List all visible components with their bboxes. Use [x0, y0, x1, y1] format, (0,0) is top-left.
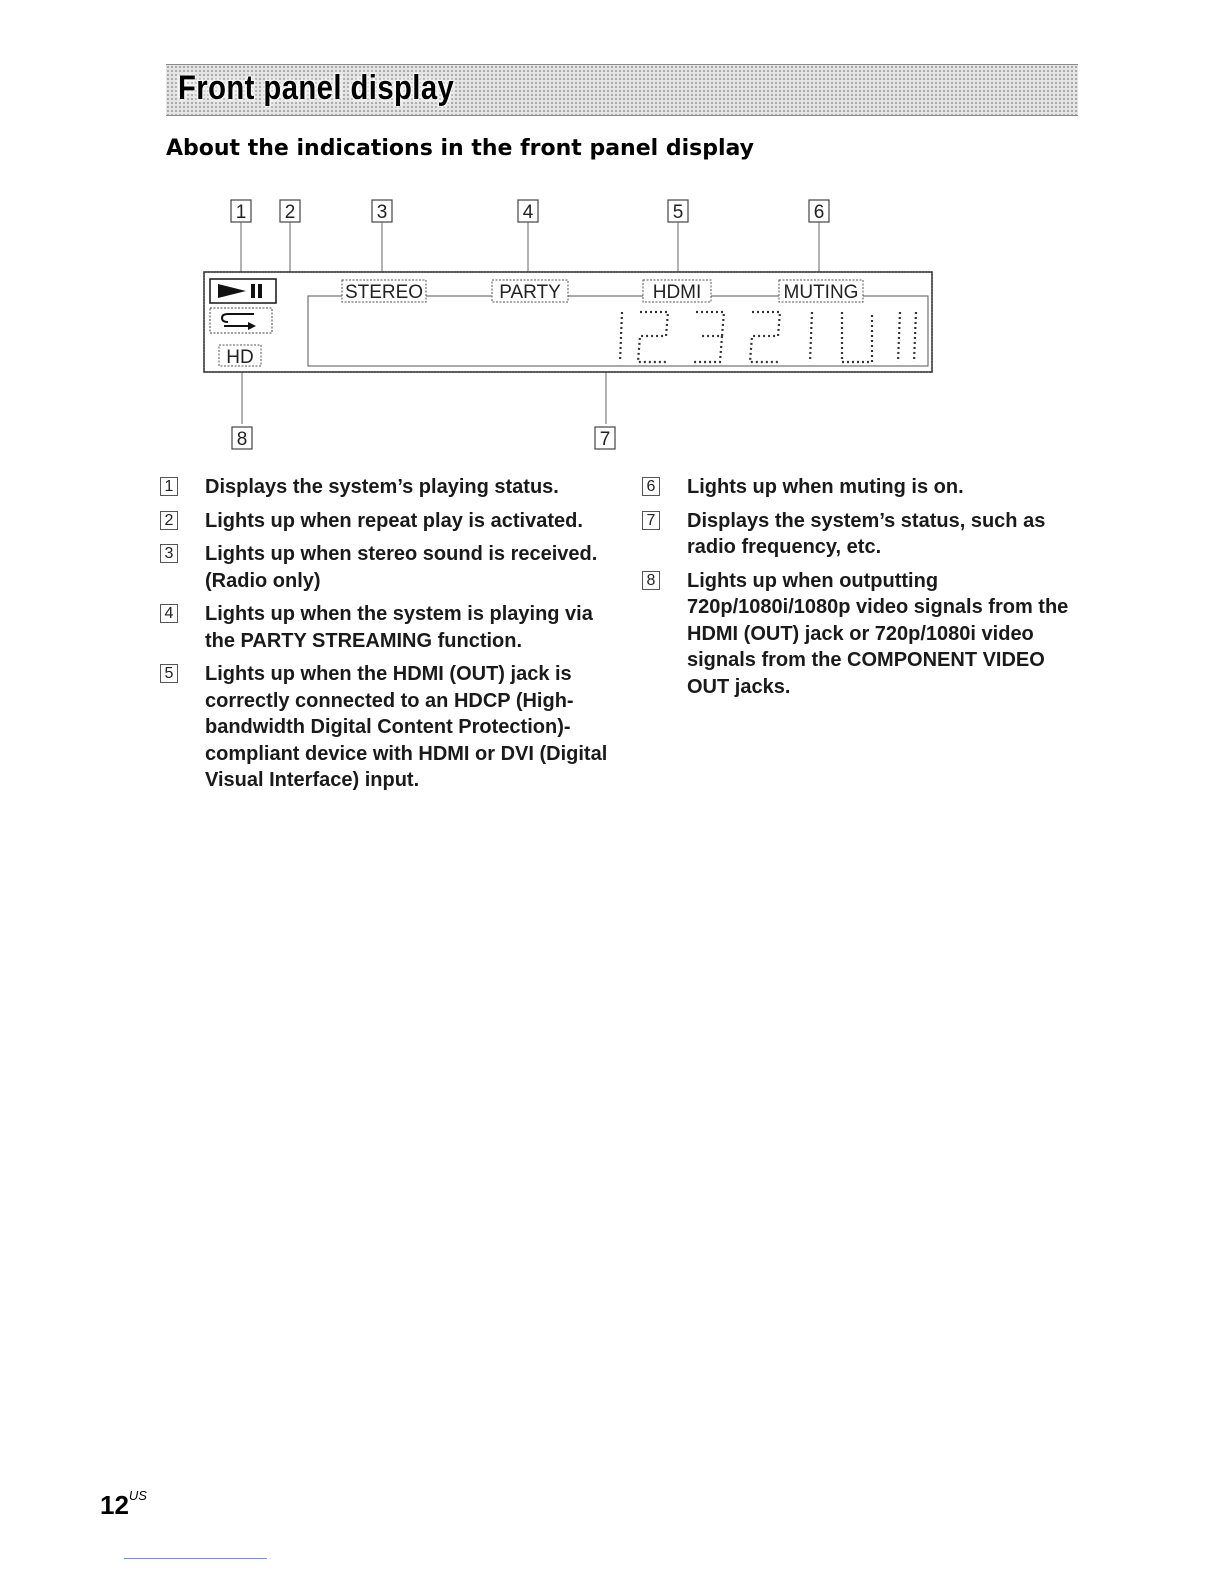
svg-text:HDMI: HDMI: [652, 282, 702, 303]
item-number: 7: [642, 511, 660, 530]
item-number: 4: [160, 604, 178, 623]
hd-indicator: [219, 345, 261, 368]
callout-8: [232, 427, 252, 450]
item-text: Lights up when the HDMI (OUT) jack is correctly connected to an HDCP (High-bandwidth Digital Content Protection)-compliant device with HDMI or DVI (Digital Visual Interface) input.: [205, 663, 608, 791]
section-subtitle: About the indications in the front panel display: [166, 136, 755, 161]
list-item: [160, 541, 620, 594]
item-text: Displays the system’s status, such as radio frequency, etc.: [687, 509, 1046, 558]
item-number: 5: [160, 664, 178, 683]
list-item: [160, 601, 620, 654]
svg-text:4: 4: [522, 202, 534, 223]
item-text: Lights up when repeat play is activated.: [205, 509, 583, 532]
list-item: [160, 508, 620, 535]
callout-7: [595, 427, 615, 450]
svg-text:6: 6: [813, 202, 825, 223]
descriptions-left: [160, 474, 620, 801]
item-text: Lights up when muting is on.: [687, 476, 964, 498]
item-number: 2: [160, 511, 178, 530]
item-number: 8: [642, 571, 660, 590]
page-number: $12^{US}$: [100, 1488, 147, 1520]
stereo-indicator: [342, 280, 426, 303]
item-number: 6: [642, 477, 660, 496]
callout-5: [668, 200, 688, 223]
svg-text:MUTING: MUTING: [783, 282, 859, 303]
list-item: [642, 474, 1082, 501]
callout-1: [231, 200, 251, 223]
callout-4: [518, 200, 538, 223]
page-suffix: US: [128, 1488, 147, 1503]
item-text: Lights up when the system is playing via the PARTY STREAMING function.: [205, 603, 593, 652]
section-title: Front panel display: [178, 69, 455, 107]
footer-rule: [124, 1558, 267, 1559]
svg-text:1: 1: [235, 202, 247, 223]
repeat-icon: [210, 308, 272, 333]
svg-text:2: 2: [284, 202, 296, 223]
list-item: [160, 474, 620, 501]
svg-text:3: 3: [376, 202, 388, 223]
hdmi-indicator: [643, 280, 711, 303]
item-number: 1: [160, 477, 178, 496]
item-text: Lights up when outputting 720p/1080i/1080p video signals from the HDMI (OUT) jack or 720p/1080i video signals from the COMPONENT VIDEO OUT jacks.: [687, 569, 1069, 698]
descriptions-right: [642, 474, 1082, 707]
item-text: Displays the system’s playing status.: [205, 476, 559, 498]
play-pause-icon: [210, 279, 276, 303]
svg-text:8: 8: [236, 429, 248, 450]
party-indicator: [492, 280, 568, 303]
svg-text:STEREO: STEREO: [344, 282, 424, 303]
item-text: Lights up when stereo sound is received. (Radio only): [205, 543, 598, 592]
list-item: [642, 568, 1082, 701]
svg-text:HD: HD: [226, 347, 254, 368]
item-number: 3: [160, 544, 178, 563]
callout-6: [809, 200, 829, 223]
muting-indicator: [779, 280, 863, 303]
callout-2: [280, 200, 300, 223]
callout-3: [372, 200, 392, 223]
list-item: [642, 508, 1082, 561]
svg-text:5: 5: [672, 202, 684, 223]
list-item: [160, 661, 620, 794]
front-panel-diagram: [0, 0, 1224, 470]
svg-text:PARTY: PARTY: [499, 282, 561, 303]
svg-text:7: 7: [599, 429, 611, 450]
